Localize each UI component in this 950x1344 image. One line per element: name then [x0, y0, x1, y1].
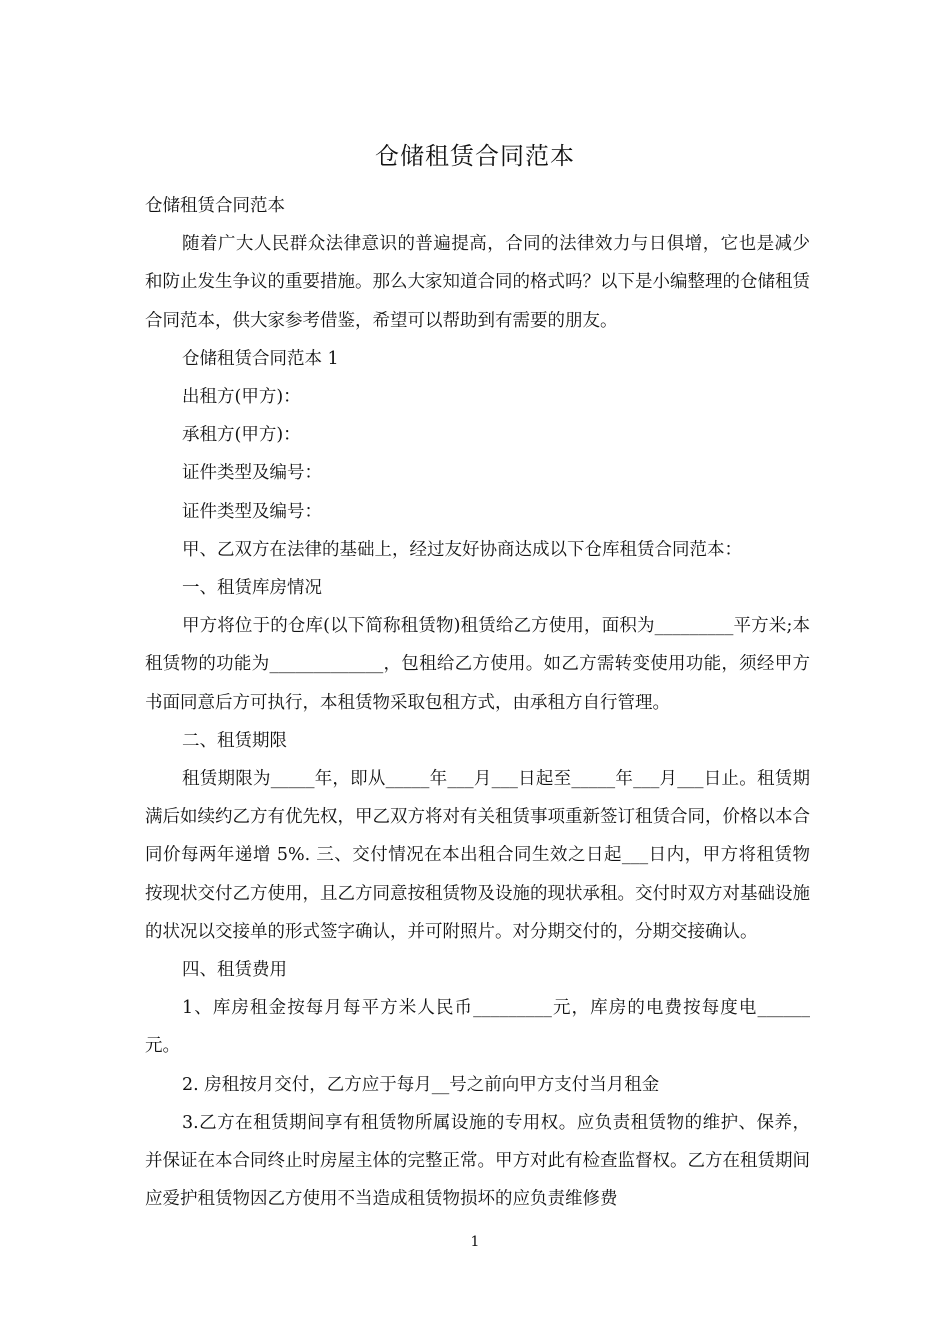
paragraph-id-type-2: 证件类型及编号： — [182, 501, 322, 522]
document-title: 仓储租赁合同范本 — [375, 142, 575, 170]
section-heading-1: 一、租赁库房情况 — [182, 578, 322, 599]
paragraph-agreement: 甲、乙双方在法律的基础上，经过友好协商达成以下仓库租赁合同范本： — [182, 539, 742, 560]
section-heading-2: 二、租赁期限 — [182, 730, 287, 751]
paragraph-lessee: 承租方(甲方)： — [182, 425, 301, 446]
document-body — [145, 187, 810, 1218]
paragraph-rent-2: 2. 房租按月交付，乙方应于每月__号之前向甲方支付当月租金 — [182, 1074, 660, 1095]
paragraph-lessor: 出租方(甲方)： — [182, 387, 301, 408]
page-number: 1 — [470, 1234, 480, 1250]
paragraph-intro: 随着广大人民群众法律意识的普遍提高，合同的法律效力与日俱增，它也是减少和防止发生争议的重要措施。那么大家知道合同的格式吗？以下是小编整理的仓储租赁合同范本，供大家参考借鉴，希望可以帮助到有需要的朋友。 — [145, 234, 810, 331]
paragraph-rent-3: 3.乙方在租赁期间享有租赁物所属设施的专用权。应负责租赁物的维护、保养，并保证在本合同终止时房屋主体的完整正常。甲方对此有检查监督权。乙方在租赁期间应爱护租赁物因乙方使用不当造成租赁物损坏的应负责维修费 — [145, 1112, 810, 1210]
paragraph-term: 租赁期限为_____年，即从_____年___月___日起至_____年___月___日止。租赁期满后如续约乙方有优先权，甲乙双方将对有关租赁事项重新签订租赁合同，价格以本合同价每两年递增 5%. 三、交付情况在本出租合同生效之日起___日内，甲方将租赁物按现状交付乙方使用，且乙方同意按租赁物及设施的现状承租。交付时双方对基础设施的状况以交接单的形式签字确认，并可附照片。对分期交付的，分期交接确认。 — [145, 769, 810, 942]
paragraph-heading: 仓储租赁合同范本 — [145, 196, 285, 216]
paragraph-rent-1: 1、库房租金按每月每平方米人民币_________元，库房的电费按每度电______元。 — [145, 998, 810, 1057]
paragraph-contract-title: 仓储租赁合同范本 1 — [182, 348, 339, 369]
section-heading-4: 四、租赁费用 — [182, 960, 287, 981]
paragraph-warehouse: 甲方将位于的仓库(以下简称租赁物)租赁给乙方使用，面积为_________平方米;本租赁物的功能为_____________，包租给乙方使用。如乙方需转变使用功能，须经甲方书面同意后方可执行，本租赁物采取包租方式，由承租方自行管理。 — [145, 616, 810, 713]
paragraph-id-type-1: 证件类型及编号： — [182, 463, 322, 484]
